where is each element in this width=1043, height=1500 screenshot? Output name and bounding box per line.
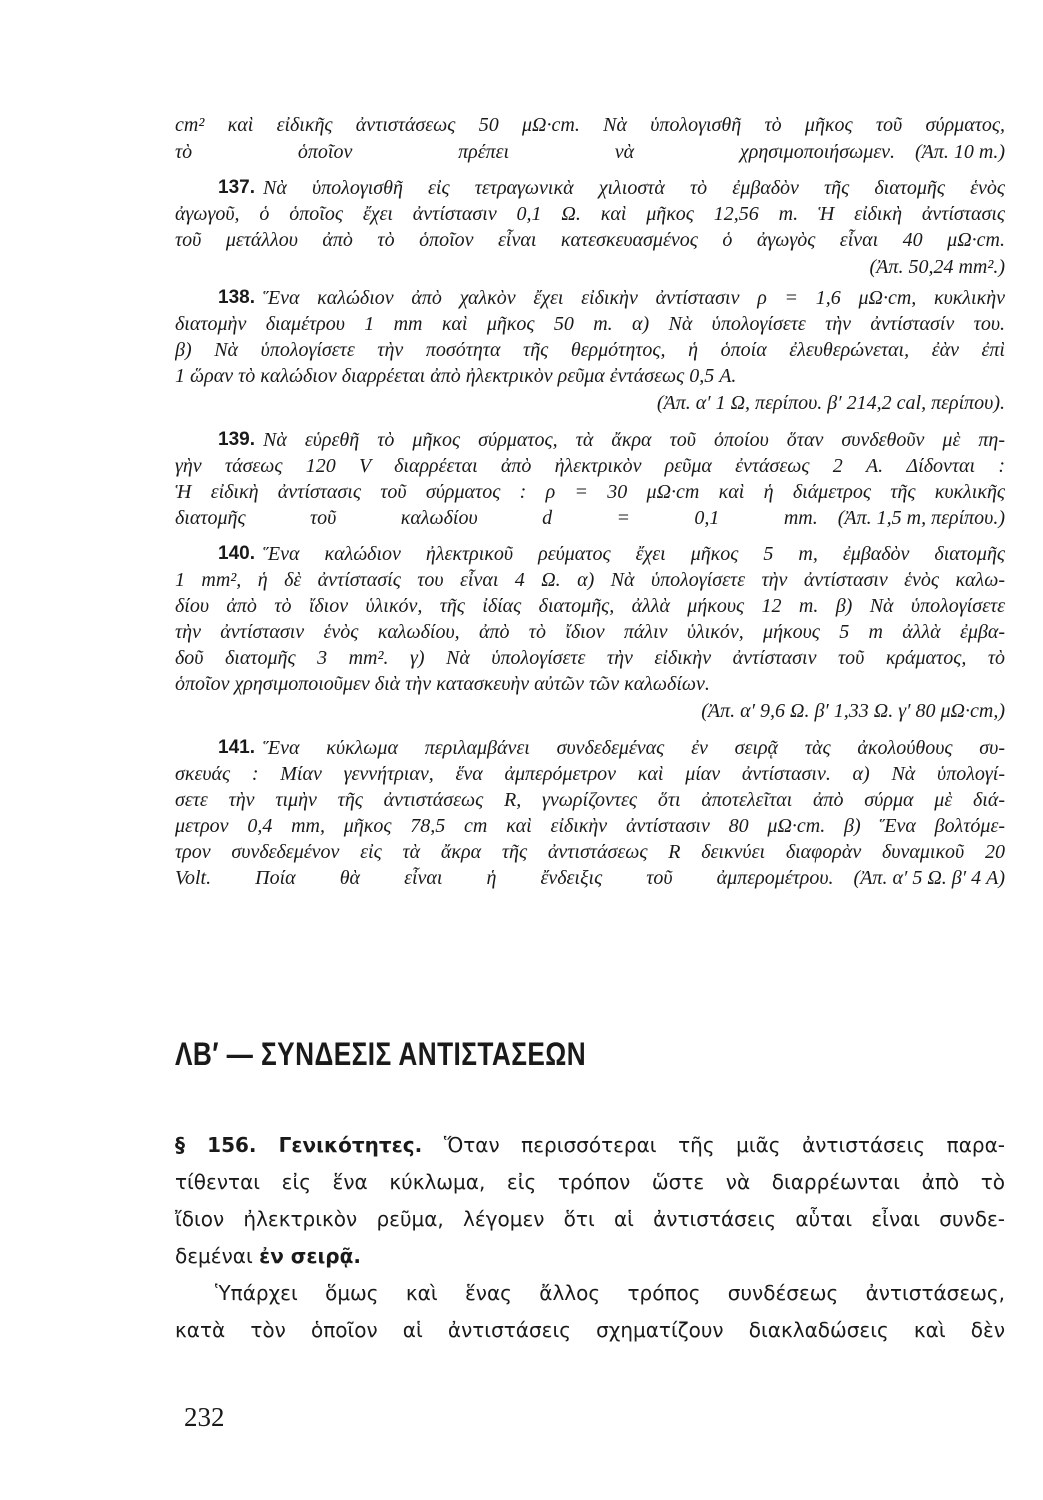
section-line: ἴδιον ἠλεκτρικὸν ρεῦμα, λέγομεν ὅτι αἱ ἀντιστάσεις αὗται εἶναι συνδε- — [175, 1207, 1005, 1231]
exercise-text: τὴν ἀντίστασιν ἑνὸς καλωδίου, ἀπὸ τὸ ἴδιον πάλιν ὑλικόν, μήκους 5 m ἀλλὰ ἐμβα- — [175, 621, 1005, 643]
exercise-text: τοῦ μετάλλου ἀπὸ τὸ ὁποῖον εἶναι κατεσκευασμένος ὁ ἀγωγὸς εἶναι 40 μΩ·cm. — [175, 229, 1005, 251]
exercise-number: 137. — [218, 177, 255, 198]
exercise-text: δοῦ διατομῆς 3 mm². γ) Νὰ ὑπολογίσετε τὴν εἰδικὴν ἀντίστασιν τοῦ κράματος, τὸ — [175, 647, 1005, 669]
exercise-line — [175, 839, 1005, 865]
exercise-line — [175, 619, 1005, 645]
section-line: κατὰ τὸν ὁποῖον αἱ ἀντιστάσεις σχηματίζουν διακλαδώσεις καὶ δὲν — [175, 1318, 1005, 1342]
exercise-answer: (Ἀπ. α′ 5 Ω. β′ 4 A) — [853, 867, 1005, 889]
exercise-answer: (Ἀπ. α′ 9,6 Ω. β′ 1,33 Ω. γ′ 80 μΩ·cm,) — [701, 700, 1005, 722]
exercise-text: μετρον 0,4 mm, μῆκος 78,5 cm καὶ εἰδικὴν ἀντίστασιν 80 μΩ·cm. β) Ἕνα βολτόμε- — [175, 815, 1005, 837]
chapter-heading: ΛΒ′ — ΣΥΝΔΕΣΙΣ ΑΝΤΙΣΤΑΣΕΩΝ — [175, 1036, 587, 1072]
section-line: § 156. Γενικότητες. Ὅταν περισσότεραι τῆς μιᾶς ἀντιστάσεις παρα- — [175, 1133, 1005, 1157]
exercise-line — [175, 453, 1005, 479]
exercise-line — [175, 201, 1005, 227]
section-line: τίθενται εἰς ἕνα κύκλωμα, εἰς τρόπον ὥστε νὰ διαρρέωνται ἀπὸ τὸ — [175, 1170, 1005, 1194]
exercise-line — [175, 645, 1005, 671]
exercise-text: cm² καὶ εἰδικῆς ἀντιστάσεως 50 μΩ·cm. Νὰ ὑπολογισθῆ τὸ μῆκος τοῦ σύρματος, — [175, 114, 1005, 136]
exercise-text: τρον συνδεδεμένον εἰς τὰ ἄκρα τῆς ἀντιστάσεως R δεικνύει διαφορὰν δυναμικοῦ 20 — [175, 841, 1005, 863]
exercise-text: δίου ἀπὸ τὸ ἴδιον ὑλικόν, τῆς ἰδίας διατομῆς, ἀλλὰ μήκους 12 m. β) Νὰ ὑπολογίσετε — [175, 595, 1005, 617]
exercise-number: 138. — [218, 287, 255, 308]
exercise-text: 1 ὥραν τὸ καλώδιον διαρρέεται ἀπὸ ἠλεκτρικὸν ρεῦμα ἐντάσεως 0,5 A. — [175, 365, 737, 387]
exercise-line — [175, 363, 1005, 389]
exercise-line — [175, 311, 1005, 337]
exercise-line — [218, 541, 1005, 567]
section-label: § 156. Γενικότητες. — [175, 1133, 423, 1157]
exercise-line — [175, 505, 1005, 531]
exercise-text: Νὰ εὑρεθῆ τὸ μῆκος σύρματος, τὰ ἄκρα τοῦ ὁποίου ὅταν συνδεθοῦν μὲ πη- — [262, 429, 1005, 451]
section-line: Ὑπάρχει ὅμως καὶ ἕνας ἄλλος τρόπος συνδέσεως ἀντιστάσεως, — [215, 1281, 1005, 1305]
exercise-number: 139. — [218, 429, 255, 450]
exercise-line — [175, 227, 1005, 253]
exercise-answer: (Ἀπ. 50,24 mm².) — [869, 256, 1005, 278]
emphasis: ἐν σειρᾷ. — [259, 1244, 361, 1268]
exercise-line — [175, 813, 1005, 839]
exercise-line — [175, 337, 1005, 363]
section-line: δεμέναι ἐν σειρᾷ. — [175, 1244, 361, 1268]
exercise-number: 141. — [218, 737, 255, 758]
exercise-line — [175, 761, 1005, 787]
exercise-text: Ἡ εἰδικὴ ἀντίστασις τοῦ σύρματος : ρ = 30 μΩ·cm καὶ ἡ διάμετρος τῆς κυκλικῆς — [175, 481, 1005, 503]
exercise-line — [175, 112, 1005, 138]
exercise-answer: (Ἀπ. α′ 1 Ω, περίπου. β′ 214,2 cal, περίπου). — [656, 392, 1005, 414]
page-number: 232 — [184, 1402, 225, 1432]
exercise-text: διατομῆς τοῦ καλωδίου d = 0,1 mm. — [175, 507, 818, 529]
exercise-line — [175, 593, 1005, 619]
exercise-text: ἀγωγοῦ, ὁ ὁποῖος ἔχει ἀντίστασιν 0,1 Ω. καὶ μῆκος 12,56 m. Ἡ εἰδικὴ ἀντίστασις — [175, 203, 1005, 225]
exercise-text: σετε τὴν τιμὴν τῆς ἀντιστάσεως R, γνωρίζοντες ὅτι ἀποτελεῖται ἀπὸ σύρμα μὲ διά- — [175, 789, 1005, 811]
exercise-line — [218, 735, 1005, 761]
exercise-text: τὸ ὁποῖον πρέπει νὰ χρησιμοποιήσωμεν. — [175, 141, 895, 163]
exercise-line — [175, 567, 1005, 593]
exercise-line — [218, 175, 1005, 201]
exercise-line — [218, 427, 1005, 453]
exercise-text: σκευάς : Μίαν γεννήτριαν, ἕνα ἀμπερόμετρον καὶ μίαν ἀντίστασιν. α) Νὰ ὑπολογί- — [175, 763, 1005, 785]
exercise-line — [175, 698, 1005, 724]
exercise-line — [175, 865, 1005, 891]
exercise-line — [175, 139, 1005, 165]
exercise-answer: (Ἀπ. 1,5 m, περίπου.) — [837, 507, 1005, 529]
exercise-line — [175, 671, 1005, 697]
exercise-text: Νὰ ὑπολογισθῆ εἰς τετραγωνικὰ χιλιοστὰ τὸ ἐμβαδὸν τῆς διατομῆς ἑνὸς — [262, 177, 1005, 199]
exercise-text: Ἕνα καλώδιον ἠλεκτρικοῦ ρεύματος ἔχει μῆκος 5 m, ἐμβαδὸν διατομῆς — [262, 543, 1005, 565]
exercise-text: διατομὴν διαμέτρου 1 mm καὶ μῆκος 50 m. α) Νὰ ὑπολογίσετε τὴν ἀντίστασίν του. — [175, 313, 1005, 335]
exercise-text: ὁποῖον χρησιμοποιοῦμεν διὰ τὴν κατασκευὴν αὐτῶν τῶν καλωδίων. — [175, 673, 710, 695]
exercise-text: Ἕνα κύκλωμα περιλαμβάνει συνδεδεμένας ἐν σειρᾷ τὰς ἀκολούθους συ- — [262, 737, 1005, 759]
exercise-text: γὴν τάσεως 120 V διαρρέεται ἀπὸ ἠλεκτρικὸν ρεῦμα ἐντάσεως 2 A. Δίδονται : — [175, 455, 1005, 477]
exercise-line — [175, 254, 1005, 280]
exercise-line — [218, 285, 1005, 311]
exercise-text: 1 mm², ἡ δὲ ἀντίστασίς του εἶναι 4 Ω. α) Νὰ ὑπολογίσετε τὴν ἀντίστασιν ἑνὸς καλω- — [175, 569, 1005, 591]
exercise-number: 140. — [218, 543, 255, 564]
exercise-line — [175, 787, 1005, 813]
exercise-line — [175, 479, 1005, 505]
exercise-text: β) Νὰ ὑπολογίσετε τὴν ποσότητα τῆς θερμότητος, ἡ ὁποία ἐλευθερώνεται, ἐὰν ἐπὶ — [175, 339, 1005, 361]
exercise-text: Ἕνα καλώδιον ἀπὸ χαλκὸν ἔχει εἰδικὴν ἀντίστασιν ρ = 1,6 μΩ·cm, κυκλικὴν — [262, 287, 1005, 309]
exercise-line — [175, 390, 1005, 416]
exercise-text: Volt. Ποία θὰ εἶναι ἡ ἔνδειξις τοῦ ἀμπερομέτρου. — [175, 867, 834, 889]
exercise-answer: (Ἀπ. 10 m.) — [915, 141, 1005, 163]
